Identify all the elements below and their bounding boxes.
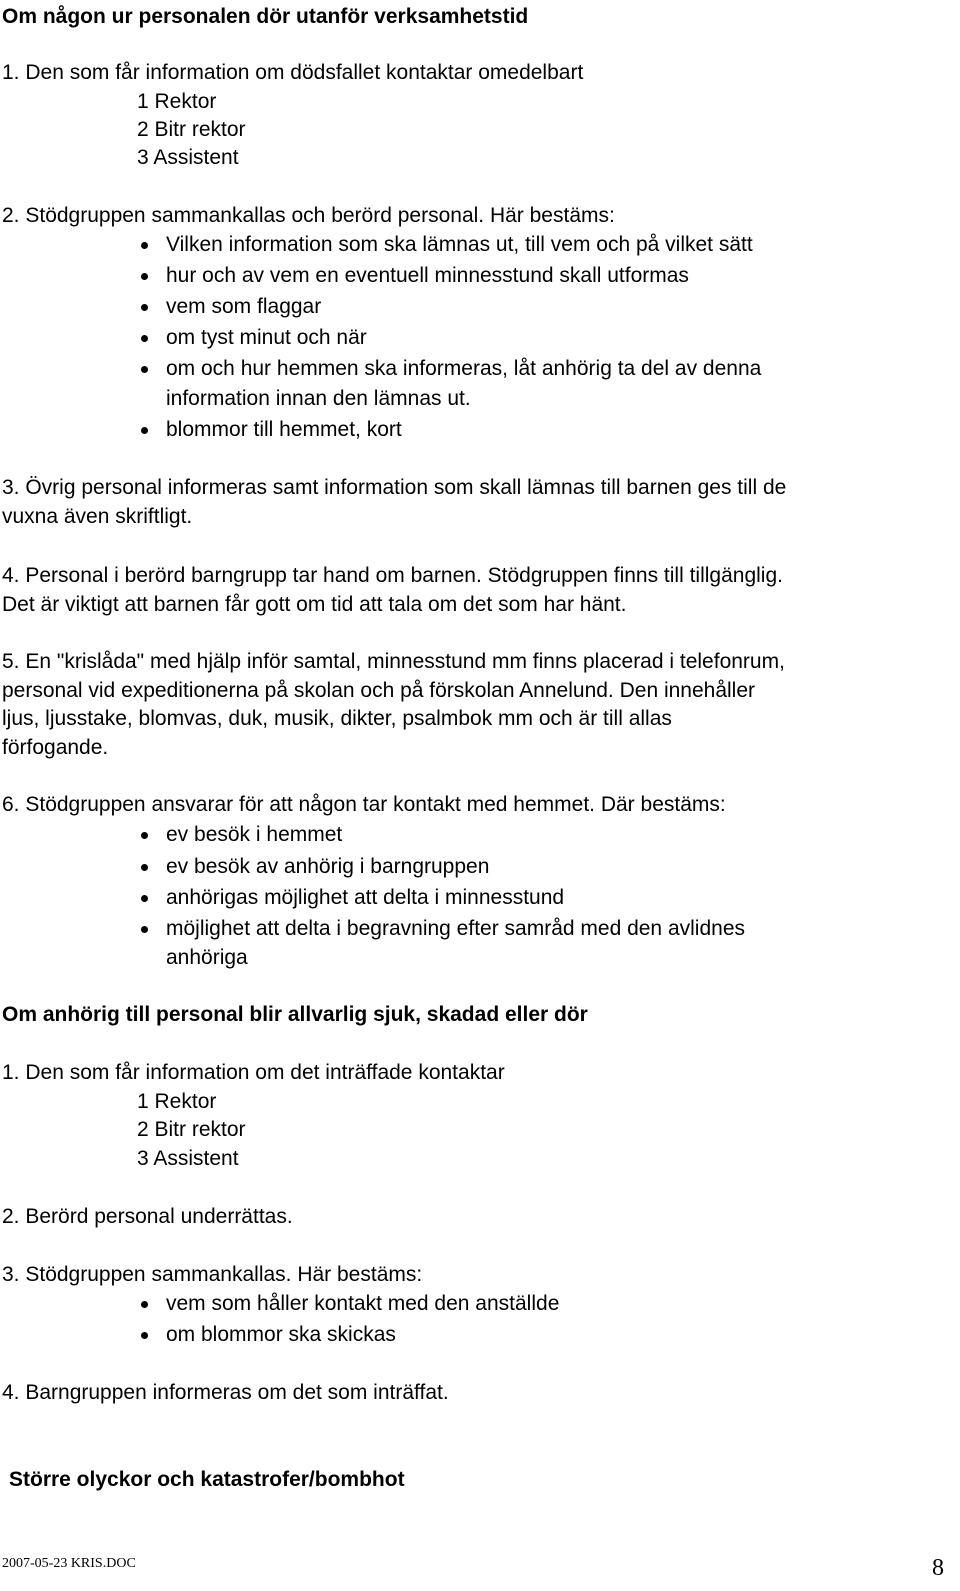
list-item: om blommor ska skickas: [166, 1323, 396, 1346]
list-item: ev besök i hemmet: [166, 823, 343, 846]
section-heading-death-outside-hours: Om någon ur personalen dör utanför verksamhetstid: [2, 5, 529, 28]
list-item-2-text: 2. Berörd personal underrättas.: [2, 1205, 293, 1228]
list-item-5-line3: ljus, ljusstake, blomvas, duk, musik, dikter, psalmbok mm och är till allas: [2, 707, 672, 730]
list-item: Vilken information som ska lämnas ut, till vem och på vilket sätt: [166, 233, 753, 256]
list-item-4-line1: 4. Personal i berörd barngrupp tar hand om barnen. Stödgruppen finns till tillgänglig.: [2, 564, 783, 587]
list-item: blommor till hemmet, kort: [166, 418, 402, 441]
bullet-dot: [141, 242, 148, 249]
bullet-dot: [141, 1301, 148, 1308]
section-heading-major-accidents: Större olyckor och katastrofer/bombhot: [9, 1468, 405, 1491]
bullet-dot: [141, 895, 148, 902]
list-item: vem som håller kontakt med den anställde: [166, 1292, 560, 1315]
contact-assistent: 3 Assistent: [137, 1147, 239, 1170]
list-item: om tyst minut och när: [166, 326, 367, 349]
bullet-dot: [141, 304, 148, 311]
contact-assistent: 3 Assistent: [137, 146, 239, 169]
footer-date-filename: 2007-05-23 KRIS.DOC: [2, 1556, 136, 1571]
list-item: vem som flaggar: [166, 295, 322, 318]
list-item-5-line2: personal vid expeditionerna på skolan och på förskolan Annelund. Den innehåller: [2, 679, 756, 702]
list-item-3-text: 3. Stödgruppen sammankallas. Här bestäms:: [2, 1263, 423, 1286]
list-item-continuation: information innan den lämnas ut.: [166, 387, 471, 410]
list-item-1-text: 1. Den som får information om det inträffade kontaktar: [2, 1061, 505, 1084]
list-item-5-line4: förfogande.: [2, 736, 109, 759]
list-item-5-line1: 5. En "krislåda" med hjälp inför samtal, minnesstund mm finns placerad i telefonrum,: [2, 650, 785, 673]
list-item: möjlighet att delta i begravning efter samråd med den avlidnes: [166, 917, 745, 940]
list-item-1-text: 1. Den som får information om dödsfallet kontaktar omedelbart: [2, 61, 584, 84]
contact-rektor: 1 Rektor: [137, 1090, 217, 1113]
list-item-continuation: anhöriga: [166, 946, 248, 969]
bullet-dot: [141, 864, 148, 871]
list-item-4-text: 4. Barngruppen informeras om det som inträffat.: [2, 1381, 449, 1404]
contact-bitr-rektor: 2 Bitr rektor: [137, 118, 246, 141]
list-item: anhörigas möjlighet att delta i minnesstund: [166, 886, 565, 909]
list-item-2-text: 2. Stödgruppen sammankallas och berörd personal. Här bestäms:: [2, 204, 615, 227]
contact-rektor: 1 Rektor: [137, 90, 217, 113]
bullet-dot: [141, 335, 148, 342]
list-item-3-line2: vuxna även skriftligt.: [2, 505, 193, 528]
bullet-dot: [141, 366, 148, 373]
list-item: ev besök av anhörig i barngruppen: [166, 855, 490, 878]
section-heading-relative-ill: Om anhörig till personal blir allvarlig sjuk, skadad eller dör: [2, 1003, 588, 1026]
bullet-dot: [141, 926, 148, 933]
list-item: hur och av vem en eventuell minnesstund skall utformas: [166, 264, 689, 287]
contact-bitr-rektor: 2 Bitr rektor: [137, 1118, 246, 1141]
list-item: om och hur hemmen ska informeras, låt anhörig ta del av denna: [166, 357, 762, 380]
bullet-dot: [141, 427, 148, 434]
bullet-dot: [141, 273, 148, 280]
bullet-dot: [141, 832, 148, 839]
page-number: 8: [932, 1555, 944, 1581]
list-item-3-line1: 3. Övrig personal informeras samt information som skall lämnas till barnen ges till de: [2, 476, 787, 499]
list-item-4-line2: Det är viktigt att barnen får gott om tid att tala om det som har hänt.: [2, 593, 627, 616]
bullet-dot: [141, 1332, 148, 1339]
list-item-6-text: 6. Stödgruppen ansvarar för att någon tar kontakt med hemmet. Där bestäms:: [2, 793, 726, 816]
